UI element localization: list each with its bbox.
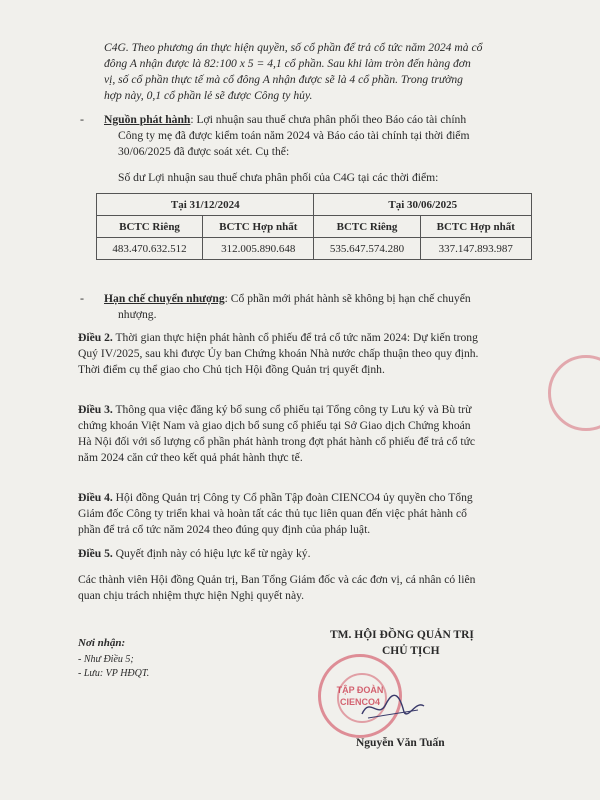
article-2-line-1: Điều 2. Thời gian thực hiện phát hành cổ phiếu để trả cổ tức năm 2024: Dự kiến trong <box>78 331 478 344</box>
value-cell: 535.647.574.280 <box>314 238 420 260</box>
article-3-label: Điều 3. <box>78 403 113 416</box>
closing-line-1: Các thành viên Hội đồng Quản trị, Ban Tổng Giám đốc và các đơn vị, cá nhân có liên <box>78 573 476 586</box>
source-text: : Lợi nhuận sau thuế chưa phân phối theo Báo cáo tài chính <box>190 113 467 126</box>
source-line-2: Công ty mẹ đã được kiểm toán năm 2024 và Báo cáo tài chính tại thời điểm <box>118 129 470 142</box>
recipient-2: - Lưu: VP HĐQT. <box>78 668 150 679</box>
value-cell: 312.005.890.648 <box>203 238 314 260</box>
sign-title-2: CHỦ TỊCH <box>382 645 440 657</box>
source-line-1 <box>104 112 466 127</box>
intro-line-1: C4G. Theo phương án thực hiện quyền, số cổ phần để trả cổ tức năm 2024 mà cổ <box>104 41 483 54</box>
closing-line-2: quan chịu trách nhiệm thực hiện Nghị quyết này. <box>78 589 305 602</box>
col-separate-1: BCTC Riêng <box>97 216 203 238</box>
restriction-line-2: nhượng. <box>118 308 157 321</box>
article-2-line-3: Thời điểm cụ thể giao cho Chủ tịch Hội đồng Quản trị quyết định. <box>78 363 385 376</box>
col-consolidated-1: BCTC Hợp nhất <box>203 216 314 238</box>
intro-line-4: hợp này, 0,1 cổ phần lẻ sẽ được Công ty hủy. <box>104 89 313 102</box>
seal-text-2: CIENCO4 <box>339 697 380 707</box>
article-5: Điều 5. Quyết định này có hiệu lực kể từ ngày ký. <box>78 547 311 560</box>
source-line-3: 30/06/2025 đã được soát xét. Cụ thể: <box>118 145 290 158</box>
period-header-2025: Tại 30/06/2025 <box>314 194 532 216</box>
intro-line-2: đông A nhận được là 82:100 x 5 = 4,1 cổ phần. Sau khi làm tròn đến hàng đơn <box>104 57 471 70</box>
signer-name: Nguyễn Văn Tuấn <box>356 737 445 749</box>
bullet-dash: - <box>80 291 84 305</box>
page-seal-edge <box>548 355 600 431</box>
recipient-1: - Như Điều 5; <box>78 654 134 665</box>
period-header-2024: Tại 31/12/2024 <box>97 194 314 216</box>
intro-line-3: vị, số cổ phần thực tế mà cổ đông A nhận được sẽ là 4 cổ phần. Trong trường <box>104 73 463 86</box>
col-separate-2: BCTC Riêng <box>314 216 420 238</box>
article-4-line-2: Giám đốc Công ty triển khai và hoàn tất các thủ tục liên quan đến việc phát hành cổ <box>78 507 467 520</box>
handwritten-signature <box>358 690 428 724</box>
article-3-line-1: Điều 3. Thông qua việc đăng ký bổ sung cổ phiếu tại Tổng công ty Lưu ký và Bù trừ <box>78 403 472 416</box>
restriction-text: : Cổ phần mới phát hành sẽ không bị hạn chế chuyển <box>224 292 471 305</box>
article-3-line-4: năm 2024 căn cứ theo kết quả phát hành thực tế. <box>78 451 303 464</box>
sign-title-1: TM. HỘI ĐỒNG QUẢN TRỊ <box>330 629 474 641</box>
value-cell: 337.147.893.987 <box>420 238 531 260</box>
article-4-label: Điều 4. <box>78 491 113 504</box>
article-2-line-2: Quý IV/2025, sau khi được Ủy ban Chứng khoán Nhà nước chấp thuận theo quy định. <box>78 347 479 360</box>
balance-intro: Số dư Lợi nhuận sau thuế chưa phân phối của C4G tại các thời điểm: <box>118 171 439 184</box>
article-2-label: Điều 2. <box>78 331 113 344</box>
restriction-line-1 <box>104 291 471 306</box>
recipients-title: Nơi nhận: <box>78 637 126 649</box>
col-consolidated-2: BCTC Hợp nhất <box>420 216 531 238</box>
article-4-line-1: Điều 4. Hội đồng Quản trị Công ty Cổ phần Tập đoàn CIENCO4 ủy quyền cho Tổng <box>78 491 473 504</box>
bullet-dash: - <box>80 112 84 126</box>
value-cell: 483.470.632.512 <box>97 238 203 260</box>
article-3-line-2: chứng khoán Việt Nam và giao dịch bổ sung cổ phiếu tại Sở Giao dịch Chứng khoán <box>78 419 471 432</box>
article-5-label: Điều 5. <box>78 547 113 560</box>
source-label: Nguồn phát hành <box>104 113 191 126</box>
seal-text-1: TẬP ĐOÀN <box>336 685 384 695</box>
retained-earnings-table <box>96 193 532 260</box>
restriction-label: Hạn chế chuyển nhượng <box>104 292 225 305</box>
article-4-line-3: phần để trả cổ tức năm 2024 theo đúng quy định của pháp luật. <box>78 523 371 536</box>
article-3-line-3: Hà Nội đối với số lượng cổ phần phát hành trong đợt phát hành cổ phiếu để trả cổ tức <box>78 435 476 448</box>
